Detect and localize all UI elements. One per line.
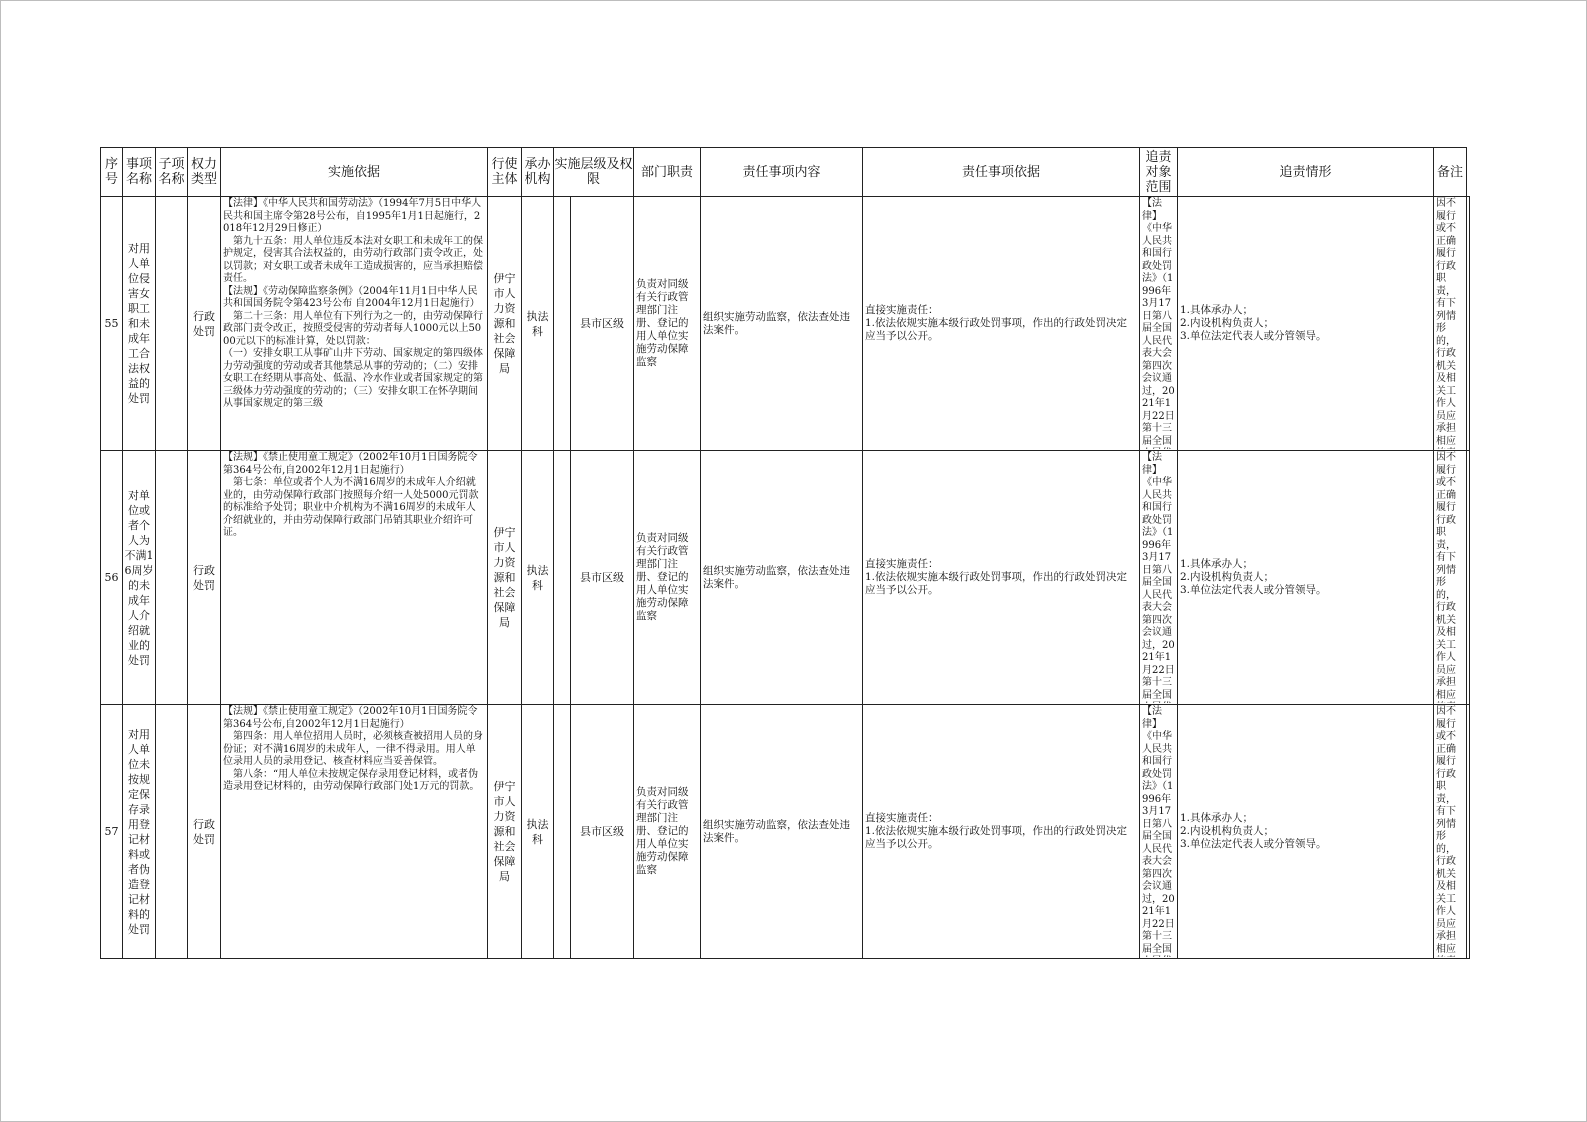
header-basis: 实施依据 bbox=[221, 148, 488, 197]
row-situations: 因不履行或不正确履行行政职责，有下列情形的，行政机关及相关工作人员应承担相应 bbox=[1436, 706, 1456, 955]
row-resp-content-cell bbox=[863, 705, 1140, 959]
row-agency: 执法科 bbox=[522, 451, 554, 705]
row-duty: 负责对同级有关行政管理部门注册、登记的用人单位实施劳动保障监察 bbox=[636, 278, 689, 368]
header-scope: 追责对象范围 bbox=[1140, 148, 1178, 197]
row-duty-cell bbox=[634, 705, 701, 959]
row-duty2: 组织实施劳动监察，依法查处违法案件。 bbox=[703, 310, 850, 336]
row-situations-cell bbox=[1434, 451, 1467, 705]
row-resp-content-cell bbox=[863, 197, 1140, 451]
row-power-type: 行政处罚 bbox=[188, 705, 221, 959]
header-resp-basis: 责任事项依据 bbox=[863, 148, 1140, 197]
row-situations-cell bbox=[1434, 705, 1467, 959]
row-basis: 【法规】《禁止使用童工规定》（2002年10月1日国务院令第364号公布,自2002年12月1日起施行） 第四条：用人单位招用人员时，必须核查被招用人员的身份证；对不满16周岁的未成年人，一律不得录用。用人单位录用人员的录用登记、核查材料应当妥善保管。 第八条：“用人单位未按规定保存录用登记材料，或者伪造录用登记材料的，由劳动保障行政部门处1万元的罚款。 bbox=[223, 706, 483, 792]
header-item-name: 事项名称 bbox=[123, 148, 156, 197]
row-scope: 1.具体承办人； 2.内设机构负责人； 3.单位法定代表人或分管领导。 bbox=[1180, 304, 1327, 342]
row-agency: 执法科 bbox=[522, 197, 554, 451]
row-level-a bbox=[554, 197, 571, 451]
row-sub-item bbox=[156, 705, 188, 959]
header-subject: 行使主体 bbox=[488, 148, 522, 197]
row-duty2-cell bbox=[701, 705, 863, 959]
row-seq: 56 bbox=[101, 451, 123, 705]
row-duty2: 组织实施劳动监察，依法查处违法案件。 bbox=[703, 564, 850, 590]
row-resp-basis: 【法律】《中华人民共和国行政处罚法》（1996年3月17日第八届全国人民代表大会第四次会议通过，2021年1月22日第十三届全国 bbox=[1142, 198, 1175, 447]
header-resp-content: 责任事项内容 bbox=[701, 148, 863, 197]
row-scope: 1.具体承办人； 2.内设机构负责人； 3.单位法定代表人或分管领导。 bbox=[1180, 812, 1327, 850]
row-resp-basis: 【法律】《中华人民共和国行政处罚法》（1996年3月17日第八届全国人民代表大会第四次会议通过，2021年1月22日第十三届全国 bbox=[1142, 452, 1175, 701]
header-duty: 部门职责 bbox=[634, 148, 701, 197]
row-seq: 57 bbox=[101, 705, 123, 959]
row-resp-content: 直接实施责任： 1.依法依规实施本级行政处罚事项，作出的行政处罚决定应当予以公开。 bbox=[865, 304, 1128, 342]
row-sub-item bbox=[156, 451, 188, 705]
power-list-table bbox=[100, 147, 1470, 959]
row-remark bbox=[1467, 197, 1470, 451]
row-basis-cell bbox=[221, 451, 488, 705]
row-resp-content-cell bbox=[863, 451, 1140, 705]
row-duty-cell bbox=[634, 197, 701, 451]
row-item-name: 对用人单位侵害女职工和未成年工合法权益的处罚 bbox=[123, 197, 156, 451]
row-sub-item bbox=[156, 197, 188, 451]
row-situations: 因不履行或不正确履行行政职责，有下列情形的，行政机关及相关工作人员应承担相应 bbox=[1436, 452, 1456, 701]
row-power-type: 行政处罚 bbox=[188, 451, 221, 705]
row-remark bbox=[1467, 451, 1470, 705]
row-scope-cell bbox=[1178, 197, 1434, 451]
row-level-a bbox=[554, 705, 571, 959]
row-basis: 【法律】《中华人民共和国劳动法》（1994年7月5日中华人民共和国主席令第28号公布，自1995年1月1日起施行，2018年12月29日修正） 第九十五条：用人单位违反本法对女职工和未成年工的保护规定，侵害其合法权益的，由劳动行政部门责令改正，处以罚款；对女职工或者未成年工造成损害的，应当承担赔偿责任。 【法规】《劳动保障监察条例》（2004年11月1日中华人民共和国国务院令第423号公布 自2004年12月1日起施行） 第二十三条：用人单位有下列行为之一的，由劳动保障行政部门责令改正，按照受侵害的劳动者每人1000元以上5000元以下的标准计算，处以罚款： （一）安排女职工从事矿山井下劳动、国家规定的第四级体力劳动强度的劳动或者其他禁忌从事的劳动的；（二）安排女职工在经期从事高处、低温、冷水作业或者国家规定的第三级体力劳动强度的劳动的；（三）安排女职工在怀孕期间从事国家规定的第三级 bbox=[223, 198, 483, 409]
row-duty2-cell bbox=[701, 197, 863, 451]
row-basis-cell bbox=[221, 197, 488, 451]
row-item-name: 对单位或者个人为不满16周岁的未成年人介绍就业的处罚 bbox=[123, 451, 156, 705]
row-resp-basis: 【法律】《中华人民共和国行政处罚法》（1996年3月17日第八届全国人民代表大会第四次会议通过，2021年1月22日第十三届全国 bbox=[1142, 706, 1175, 955]
row-level-b: 县市区级 bbox=[571, 451, 634, 705]
row-resp-basis-cell bbox=[1140, 451, 1178, 705]
row-duty2: 组织实施劳动监察，依法查处违法案件。 bbox=[703, 818, 850, 844]
row-duty: 负责对同级有关行政管理部门注册、登记的用人单位实施劳动保障监察 bbox=[636, 532, 689, 622]
row-basis: 【法规】《禁止使用童工规定》（2002年10月1日国务院令第364号公布,自2002年12月1日起施行） 第七条：单位或者个人为不满16周岁的未成年人介绍就业的，由劳动保障行政部门按照每介绍一人处5000元罚款的标准给予处罚；职业中介机构为不满16周岁的未成年人介绍就业的，并由劳动保障行政部门吊销其职业介绍许可证。 bbox=[223, 452, 479, 538]
row-situations-cell bbox=[1434, 197, 1467, 451]
row-scope-cell bbox=[1178, 451, 1434, 705]
header-row bbox=[101, 148, 1470, 197]
row-scope: 1.具体承办人； 2.内设机构负责人； 3.单位法定代表人或分管领导。 bbox=[1180, 558, 1327, 596]
table-row bbox=[101, 451, 1470, 705]
row-agency: 执法科 bbox=[522, 705, 554, 959]
row-subject: 伊宁市人力资源和社会保障局 bbox=[488, 705, 522, 959]
header-seq: 序号 bbox=[101, 148, 123, 197]
row-remark bbox=[1467, 705, 1470, 959]
header-agency: 承办机构 bbox=[522, 148, 554, 197]
row-power-type: 行政处罚 bbox=[188, 197, 221, 451]
row-item-name: 对用人单位未按规定保存录用登记材料或者伪造登记材料的处罚 bbox=[123, 705, 156, 959]
row-resp-basis-cell bbox=[1140, 705, 1178, 959]
row-level-b: 县市区级 bbox=[571, 705, 634, 959]
row-basis-cell bbox=[221, 705, 488, 959]
header-level: 实施层级及权限 bbox=[554, 148, 634, 197]
header-remark: 备注 bbox=[1434, 148, 1467, 197]
row-scope-cell bbox=[1178, 705, 1434, 959]
header-power-type: 权力类型 bbox=[188, 148, 221, 197]
header-sub-item: 子项名称 bbox=[156, 148, 188, 197]
row-subject: 伊宁市人力资源和社会保障局 bbox=[488, 197, 522, 451]
row-duty: 负责对同级有关行政管理部门注册、登记的用人单位实施劳动保障监察 bbox=[636, 786, 689, 876]
row-level-b: 县市区级 bbox=[571, 197, 634, 451]
row-resp-content: 直接实施责任： 1.依法依规实施本级行政处罚事项，作出的行政处罚决定应当予以公开。 bbox=[865, 558, 1128, 596]
row-duty2-cell bbox=[701, 451, 863, 705]
row-level-a bbox=[554, 451, 571, 705]
row-resp-content: 直接实施责任： 1.依法依规实施本级行政处罚事项，作出的行政处罚决定应当予以公开。 bbox=[865, 812, 1128, 850]
header-situations: 追责情形 bbox=[1178, 148, 1434, 197]
table-row bbox=[101, 705, 1470, 959]
row-situations: 因不履行或不正确履行行政职责，有下列情形的，行政机关及相关工作人员应承担相应 bbox=[1436, 198, 1456, 447]
row-resp-basis-cell bbox=[1140, 197, 1178, 451]
table-row bbox=[101, 197, 1470, 451]
row-duty-cell bbox=[634, 451, 701, 705]
row-subject: 伊宁市人力资源和社会保障局 bbox=[488, 451, 522, 705]
row-seq: 55 bbox=[101, 197, 123, 451]
